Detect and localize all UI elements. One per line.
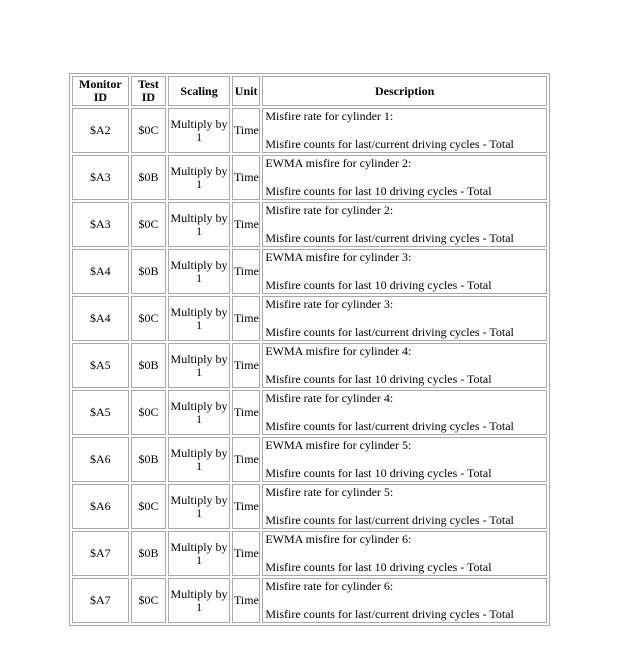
description-spacer: [265, 452, 544, 467]
description-detail: Misfire counts for last 10 driving cycles - Total: [265, 372, 492, 386]
table-row: [72, 249, 547, 294]
description-spacer: [265, 123, 544, 138]
header-unit: Unit: [232, 76, 260, 106]
table-row: [72, 484, 547, 529]
cell-unit: Time: [232, 296, 260, 341]
cell-monitor-id: $A6: [72, 437, 129, 482]
cell-unit: Time: [232, 155, 260, 200]
header-description: Description: [262, 76, 547, 106]
description-detail: Misfire counts for last/current driving cycles - Total: [265, 607, 514, 621]
description-spacer: [265, 546, 544, 561]
cell-test-id: $0C: [131, 108, 166, 153]
cell-description: [262, 202, 547, 247]
header-monitor-id: Monitor ID: [72, 76, 129, 106]
cell-test-id: $0C: [131, 296, 166, 341]
cell-unit: Time: [232, 531, 260, 576]
cell-monitor-id: $A7: [72, 531, 129, 576]
description-spacer: [265, 217, 544, 232]
cell-unit: Time: [232, 390, 260, 435]
description-title: EWMA misfire for cylinder 3:: [265, 250, 412, 264]
cell-scaling: Multiply by 1: [168, 249, 230, 294]
description-title: Misfire rate for cylinder 5:: [265, 485, 394, 499]
description-detail: Misfire counts for last/current driving cycles - Total: [265, 231, 514, 245]
description-title: EWMA misfire for cylinder 6:: [265, 532, 412, 546]
cell-unit: Time: [232, 108, 260, 153]
table-row: [72, 531, 547, 576]
cell-scaling: Multiply by 1: [168, 343, 230, 388]
cell-monitor-id: $A4: [72, 296, 129, 341]
cell-description: [262, 155, 547, 200]
cell-test-id: $0B: [131, 531, 166, 576]
cell-scaling: Multiply by 1: [168, 578, 230, 623]
description-detail: Misfire counts for last/current driving cycles - Total: [265, 325, 514, 339]
description-spacer: [265, 264, 544, 279]
cell-description: [262, 296, 547, 341]
cell-test-id: $0B: [131, 437, 166, 482]
cell-description: [262, 390, 547, 435]
description-spacer: [265, 358, 544, 373]
description-detail: Misfire counts for last/current driving cycles - Total: [265, 137, 514, 151]
table-header-row: [72, 76, 547, 106]
table-row: [72, 437, 547, 482]
cell-test-id: $0C: [131, 484, 166, 529]
cell-test-id: $0C: [131, 578, 166, 623]
cell-unit: Time: [232, 437, 260, 482]
cell-test-id: $0C: [131, 390, 166, 435]
table-row: [72, 390, 547, 435]
cell-scaling: Multiply by 1: [168, 296, 230, 341]
cell-scaling: Multiply by 1: [168, 531, 230, 576]
description-title: Misfire rate for cylinder 1:: [265, 109, 394, 123]
table-row: [72, 343, 547, 388]
cell-description: [262, 484, 547, 529]
cell-test-id: $0B: [131, 249, 166, 294]
description-spacer: [265, 405, 544, 420]
description-spacer: [265, 311, 544, 326]
cell-description: [262, 531, 547, 576]
cell-description: [262, 437, 547, 482]
cell-scaling: Multiply by 1: [168, 202, 230, 247]
monitor-test-table: [69, 73, 550, 626]
cell-monitor-id: $A5: [72, 390, 129, 435]
description-title: EWMA misfire for cylinder 5:: [265, 438, 412, 452]
cell-test-id: $0B: [131, 155, 166, 200]
cell-monitor-id: $A4: [72, 249, 129, 294]
cell-unit: Time: [232, 343, 260, 388]
description-title: EWMA misfire for cylinder 2:: [265, 156, 412, 170]
cell-description: [262, 343, 547, 388]
cell-monitor-id: $A6: [72, 484, 129, 529]
cell-test-id: $0B: [131, 343, 166, 388]
header-scaling: Scaling: [168, 76, 230, 106]
description-title: Misfire rate for cylinder 4:: [265, 391, 394, 405]
cell-scaling: Multiply by 1: [168, 108, 230, 153]
table-row: [72, 578, 547, 623]
cell-monitor-id: $A5: [72, 343, 129, 388]
description-title: EWMA misfire for cylinder 4:: [265, 344, 412, 358]
description-detail: Misfire counts for last/current driving cycles - Total: [265, 513, 514, 527]
cell-monitor-id: $A3: [72, 155, 129, 200]
cell-description: [262, 249, 547, 294]
table-row: [72, 202, 547, 247]
cell-unit: Time: [232, 578, 260, 623]
description-spacer: [265, 170, 544, 185]
cell-unit: Time: [232, 249, 260, 294]
description-spacer: [265, 499, 544, 514]
cell-scaling: Multiply by 1: [168, 390, 230, 435]
table-row: [72, 108, 547, 153]
cell-monitor-id: $A3: [72, 202, 129, 247]
description-spacer: [265, 593, 544, 608]
cell-unit: Time: [232, 484, 260, 529]
cell-scaling: Multiply by 1: [168, 484, 230, 529]
description-detail: Misfire counts for last 10 driving cycles - Total: [265, 184, 492, 198]
cell-scaling: Multiply by 1: [168, 155, 230, 200]
description-title: Misfire rate for cylinder 2:: [265, 203, 394, 217]
cell-unit: Time: [232, 202, 260, 247]
description-detail: Misfire counts for last 10 driving cycles - Total: [265, 278, 492, 292]
cell-scaling: Multiply by 1: [168, 437, 230, 482]
description-detail: Misfire counts for last/current driving cycles - Total: [265, 419, 514, 433]
table-row: [72, 155, 547, 200]
cell-monitor-id: $A2: [72, 108, 129, 153]
description-detail: Misfire counts for last 10 driving cycles - Total: [265, 466, 492, 480]
description-detail: Misfire counts for last 10 driving cycles - Total: [265, 560, 492, 574]
cell-test-id: $0C: [131, 202, 166, 247]
cell-description: [262, 578, 547, 623]
table-row: [72, 296, 547, 341]
cell-description: [262, 108, 547, 153]
description-title: Misfire rate for cylinder 3:: [265, 297, 394, 311]
cell-monitor-id: $A7: [72, 578, 129, 623]
description-title: Misfire rate for cylinder 6:: [265, 579, 394, 593]
header-test-id: Test ID: [131, 76, 166, 106]
